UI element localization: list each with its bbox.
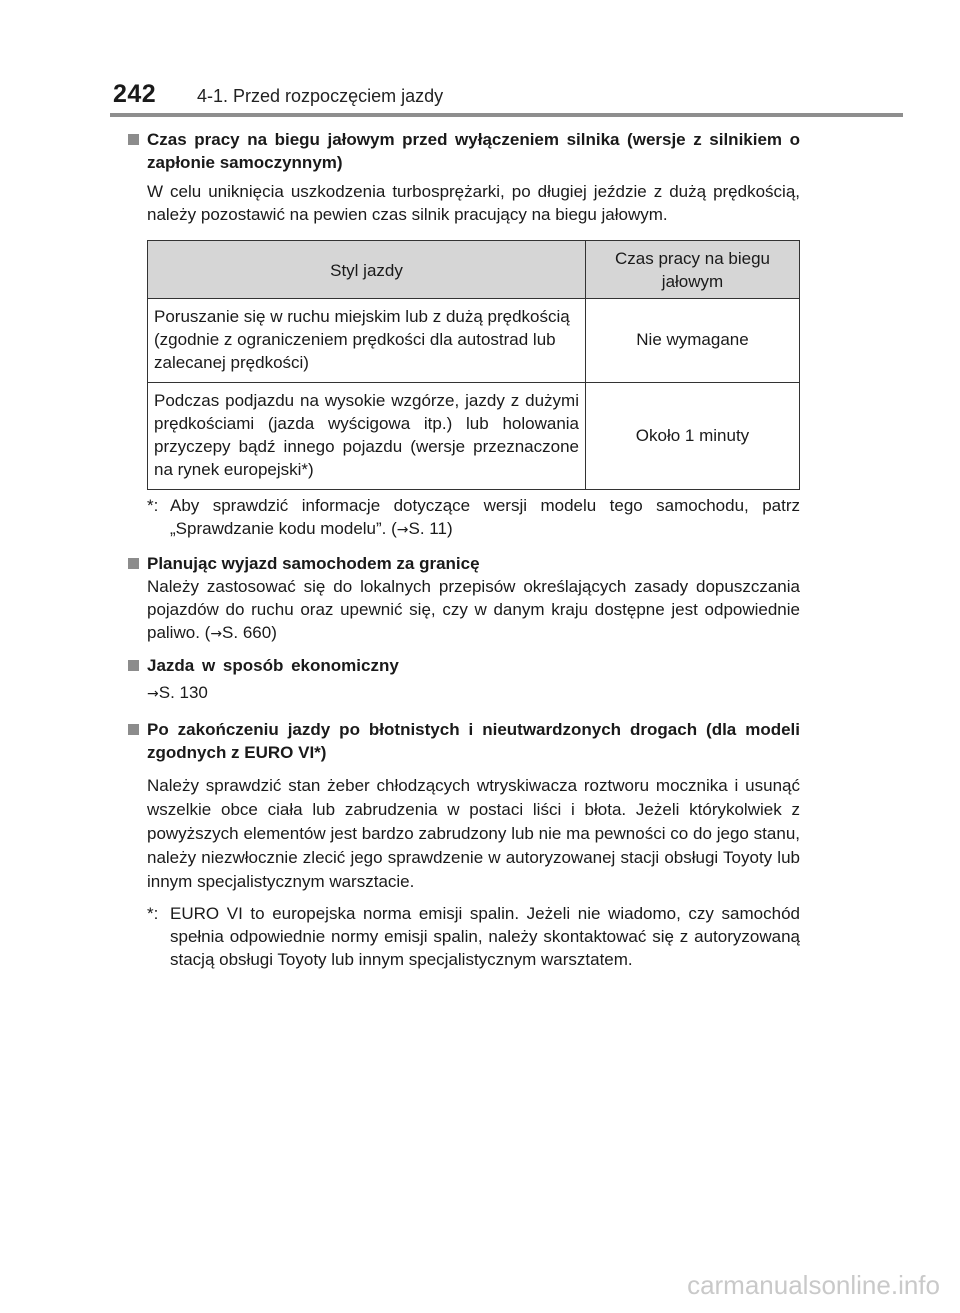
- section-title: Czas pracy na biegu jałowym przed wyłączeniem silnika (wersje z silnikiem o zapłonie samoczynnym): [147, 130, 800, 172]
- footnote: [128, 494, 800, 542]
- section-title: Jazda w sposób ekonomiczny: [147, 656, 399, 675]
- arrow-icon: →: [396, 522, 409, 538]
- section-body: W celu uniknięcia uszkodzenia turbosprężarki, po długiej jeździe z dużą prędkością, należy pozostawić na pewien czas silnik pracujący na biegu jałowym.: [147, 182, 800, 224]
- arrow-icon: →: [210, 626, 223, 642]
- footnote-text: Aby sprawdzić informacje dotyczące wersji modelu tego samochodu, patrz „Sprawdzanie kodu modelu”. (: [170, 496, 800, 538]
- table-cell-time: Około 1 minuty: [586, 383, 800, 490]
- section-bullet-icon: [128, 724, 139, 735]
- chapter-title: 4-1. Przed rozpoczęciem jazdy: [197, 86, 444, 106]
- page-ref: S. 660): [222, 623, 277, 642]
- table-cell-style: Poruszanie się w ruchu miejskim lub z dużą prędkością (zgodnie z ograniczeniem prędkości dla autostrad lub zalecanej prędkości): [148, 299, 586, 383]
- section-title: Po zakończeniu jazdy po błotnistych i nieutwardzonych drogach (dla modeli zgodnych z EURO VI*): [147, 720, 800, 762]
- section-idling-time: [128, 128, 800, 174]
- table-row: [148, 299, 800, 383]
- section-economy-driving: [128, 654, 800, 677]
- page-content: [128, 128, 800, 971]
- section-title: Planując wyjazd samochodem za granicę: [147, 554, 480, 573]
- section-bullet-icon: [128, 660, 139, 671]
- section-body: [128, 681, 800, 706]
- table-header-cell: Czas pracy na biegu jałowym: [586, 241, 800, 299]
- footnote-mark: *:: [147, 496, 159, 515]
- table-header-row: [148, 241, 800, 299]
- section-bullet-icon: [128, 558, 139, 569]
- footnote-mark: *:: [147, 904, 159, 923]
- page-number: 242: [113, 80, 157, 108]
- header-rule: [110, 113, 903, 117]
- section-bullet-icon: [128, 134, 139, 145]
- page-ref: S. 11): [408, 519, 453, 538]
- footnote: [128, 902, 800, 971]
- table-cell-time: Nie wymagane: [586, 299, 800, 383]
- table-row: [148, 383, 800, 490]
- section-travel-abroad: [128, 552, 800, 575]
- section-after-muddy-roads: [128, 718, 800, 764]
- table-cell-style: Podczas podjazdu na wysokie wzgórze, jazdy z dużymi prędkościami (jazda wyścigowa itp.) lub holowania przyczepy bądź innego pojazdu (wersje przeznaczone na rynek europejski*): [148, 383, 586, 490]
- footnote-text: EURO VI to europejska norma emisji spalin. Jeżeli nie wiadomo, czy samochód spełnia odpowiednie normy emisji spalin, należy skontaktować się z autoryzowaną stacją obsługi Toyoty lub innym specjalistycznym warsztatem.: [170, 904, 800, 969]
- section-body: Należy zastosować się do lokalnych przepisów określających zasady dopuszczania pojazdów do ruchu oraz upewnić się, czy w danym kraju dostępne jest odpowiednie paliwo. (→S. 660): [147, 577, 800, 642]
- page-header: [0, 0, 960, 120]
- arrow-icon: →: [147, 686, 159, 702]
- page-ref: S. 130: [158, 683, 208, 702]
- section-body: Należy sprawdzić stan żeber chłodzących wtryskiwacza roztworu mocznika i usunąć wszelkie obce ciała lub zabrudzenia w postaci liści i błota. Jeżeli którykolwiek z powyższych elementów jest bardzo zabrudzony lub nie ma pewności co do jego stanu, należy niezwłocznie zlecić jego sprawdzenie w autoryzowanej stacji obsługi Toyoty lub innym specjalistycznym warsztacie.: [147, 776, 800, 891]
- watermark: carmanualsonline.info: [687, 1270, 940, 1300]
- idling-table: [147, 240, 800, 490]
- table-header-cell: Styl jazdy: [148, 241, 586, 299]
